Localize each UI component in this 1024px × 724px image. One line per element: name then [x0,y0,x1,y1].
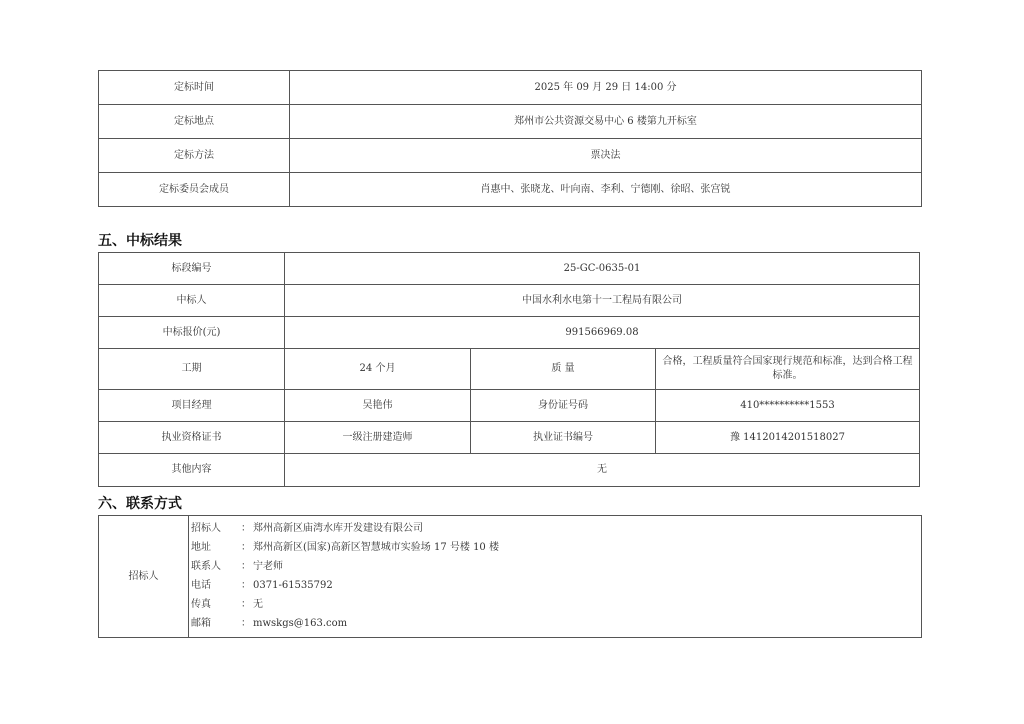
contact-line-email [191,614,919,633]
contact-line-label: 联系人 ： [191,560,251,572]
contact-table [98,515,922,638]
cert-value: 一级注册建造师 [285,422,471,454]
contact-line-value: mwskgs@163.com [253,617,348,629]
winner-label: 中标人 [99,285,285,317]
decision-method-label: 定标方法 [99,139,290,173]
decision-place-label: 定标地点 [99,105,290,139]
table-row [99,105,922,139]
table-row [99,71,922,105]
contact-line-value: 郑州高新区庙湾水库开发建设有限公司 [253,522,423,534]
bid-result-table [98,252,920,487]
contact-line-tenderer [191,519,919,538]
contact-line-label: 邮箱 ： [191,617,251,629]
cert-label: 执业资格证书 [99,422,285,454]
table-row [99,390,920,422]
price-value: 991566969.08 [285,317,920,349]
decision-time-value: 2025 年 09 月 29 日 14:00 分 [290,71,922,105]
contact-line-label: 地址 ： [191,541,251,553]
id-label: 身份证号码 [471,390,656,422]
contact-line-label: 传真 ： [191,598,251,610]
contact-line-value: 无 [253,598,263,610]
table-row [99,454,920,487]
pm-label: 项目经理 [99,390,285,422]
committee-label: 定标委员会成员 [99,173,290,207]
cert-no-label: 执业证书编号 [471,422,656,454]
pm-value: 吴艳伟 [285,390,471,422]
section-title-result: 五、中标结果 [98,233,182,249]
decision-time-label: 定标时间 [99,71,290,105]
winner-value: 中国水利水电第十一工程局有限公司 [285,285,920,317]
duration-value: 24 个月 [285,349,471,390]
bid-no-value: 25-GC-0635-01 [285,253,920,285]
quality-label: 质 量 [471,349,656,390]
contact-details [189,516,922,638]
section-title-contact: 六、联系方式 [98,496,182,512]
decision-method-value: 票决法 [290,139,922,173]
quality-value: 合格，工程质量符合国家现行规范和标准，达到合格工程标准。 [656,349,920,390]
contact-line-phone [191,576,919,595]
cert-no-value: 豫 141201420151802​7 [656,422,920,454]
contact-line-address [191,538,919,557]
contact-line-label: 电话 ： [191,579,251,591]
table-row [99,349,920,390]
table-row [99,516,922,638]
table-row [99,285,920,317]
contact-line-person [191,557,919,576]
bid-decision-table [98,70,922,207]
contact-line-value: 0371-61535792 [253,579,333,591]
price-label: 中标报价(元) [99,317,285,349]
other-value: 无 [285,454,920,487]
table-row [99,139,922,173]
other-label: 其他内容 [99,454,285,487]
committee-value: 肖惠中、张晓龙、叶向南、李利、宁德刚、徐昭、张宫锐 [290,173,922,207]
contact-party-label: 招标人 [99,516,189,638]
table-row [99,317,920,349]
contact-line-fax [191,595,919,614]
id-value: 410**********1553 [656,390,920,422]
bid-no-label: 标段编号 [99,253,285,285]
contact-line-label: 招标人 ： [191,522,251,534]
contact-line-value: 郑州高新区(国家)高新区智慧城市实验场 17 号楼 10 楼 [253,541,499,553]
table-row [99,422,920,454]
duration-label: 工期 [99,349,285,390]
table-row [99,173,922,207]
decision-place-value: 郑州市公共资源交易中心 6 楼第九开标室 [290,105,922,139]
contact-line-value: 宁老师 [253,560,283,572]
table-row [99,253,920,285]
